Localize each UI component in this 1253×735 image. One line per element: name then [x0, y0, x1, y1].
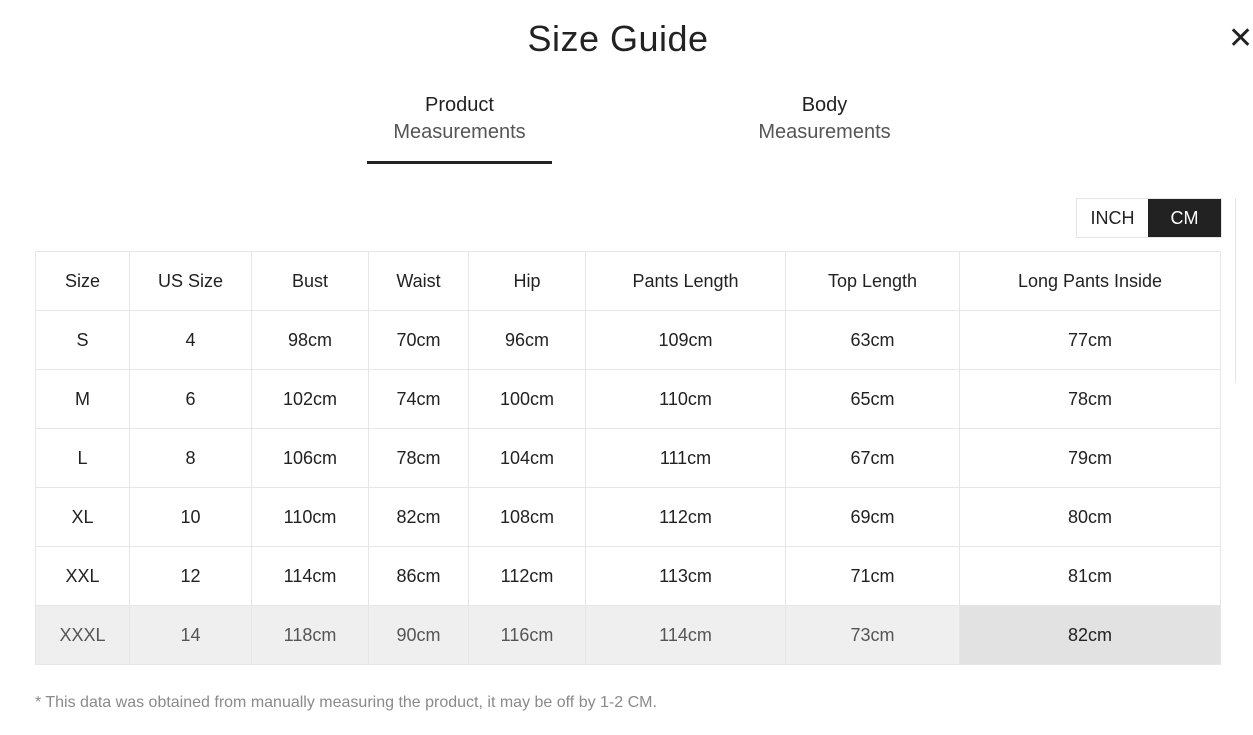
size-guide-title: Size Guide — [527, 18, 709, 59]
column-header: Waist — [369, 252, 469, 311]
table-cell: 78cm — [369, 429, 469, 488]
table-cell: L — [36, 429, 130, 488]
table-cell: 116cm — [469, 606, 586, 665]
tab-product-measurements[interactable] — [367, 92, 552, 146]
table-cell: 63cm — [786, 311, 960, 370]
table-cell: 78cm — [960, 370, 1221, 429]
table-row-highlighted — [36, 606, 1221, 665]
table-cell: 6 — [130, 370, 252, 429]
table-cell: 114cm — [252, 547, 369, 606]
measurement-disclaimer: * This data was obtained from manually measuring the product, it may be off by 1-2 CM. — [35, 694, 657, 711]
column-header: Top Length — [786, 252, 960, 311]
table-cell: 86cm — [369, 547, 469, 606]
table-row — [36, 488, 1221, 547]
table-cell: 79cm — [960, 429, 1221, 488]
table-cell: M — [36, 370, 130, 429]
table-cell: 69cm — [786, 488, 960, 547]
table-cell: 118cm — [252, 606, 369, 665]
column-header: Hip — [469, 252, 586, 311]
table-cell: 104cm — [469, 429, 586, 488]
table-cell: 100cm — [469, 370, 586, 429]
active-tab-indicator — [367, 161, 552, 164]
table-cell: 111cm — [586, 429, 786, 488]
tab-label-line2: Measurements — [393, 121, 526, 143]
table-cell: 110cm — [586, 370, 786, 429]
column-header: Size — [36, 252, 130, 311]
table-cell: 98cm — [252, 311, 369, 370]
table-cell: XL — [36, 488, 130, 547]
table-cell: 110cm — [252, 488, 369, 547]
table-cell: 67cm — [786, 429, 960, 488]
unit-toggle — [1076, 198, 1222, 238]
table-cell: 73cm — [786, 606, 960, 665]
column-header: Pants Length — [586, 252, 786, 311]
table-cell: 8 — [130, 429, 252, 488]
table-cell: 4 — [130, 311, 252, 370]
table-row — [36, 429, 1221, 488]
unit-cm-button[interactable]: CM — [1148, 199, 1221, 237]
table-cell: XXXL — [36, 606, 130, 665]
scrollbar-track[interactable] — [1235, 198, 1236, 383]
tab-label-line1: Product — [425, 94, 494, 116]
table-cell: 81cm — [960, 547, 1221, 606]
table-row — [36, 547, 1221, 606]
size-table — [35, 251, 1221, 665]
table-cell: 12 — [130, 547, 252, 606]
unit-inch-button[interactable]: INCH — [1077, 199, 1148, 237]
tab-label-line2: Measurements — [758, 121, 891, 143]
table-cell: 112cm — [586, 488, 786, 547]
table-cell: 80cm — [960, 488, 1221, 547]
table-cell: 65cm — [786, 370, 960, 429]
table-cell: S — [36, 311, 130, 370]
table-cell: 10 — [130, 488, 252, 547]
table-cell: XXL — [36, 547, 130, 606]
column-header: Bust — [252, 252, 369, 311]
table-cell: 106cm — [252, 429, 369, 488]
table-cell: 77cm — [960, 311, 1221, 370]
table-row — [36, 370, 1221, 429]
table-cell: 71cm — [786, 547, 960, 606]
column-header: US Size — [130, 252, 252, 311]
column-header: Long Pants Inside — [960, 252, 1221, 311]
tab-label-line1: Body — [801, 94, 848, 116]
tab-body-measurements[interactable] — [732, 92, 917, 146]
table-cell: 74cm — [369, 370, 469, 429]
table-cell-hovered: 82cm — [960, 606, 1221, 665]
table-cell: 113cm — [586, 547, 786, 606]
table-row — [36, 311, 1221, 370]
table-cell: 114cm — [586, 606, 786, 665]
table-cell: 112cm — [469, 547, 586, 606]
table-cell: 102cm — [252, 370, 369, 429]
table-cell: 70cm — [369, 311, 469, 370]
table-cell: 82cm — [369, 488, 469, 547]
table-cell: 14 — [130, 606, 252, 665]
table-cell: 109cm — [586, 311, 786, 370]
table-cell: 90cm — [369, 606, 469, 665]
table-cell: 108cm — [469, 488, 586, 547]
close-icon[interactable]: ✕ — [1228, 22, 1253, 55]
table-cell: 96cm — [469, 311, 586, 370]
table-header-row — [36, 252, 1221, 311]
